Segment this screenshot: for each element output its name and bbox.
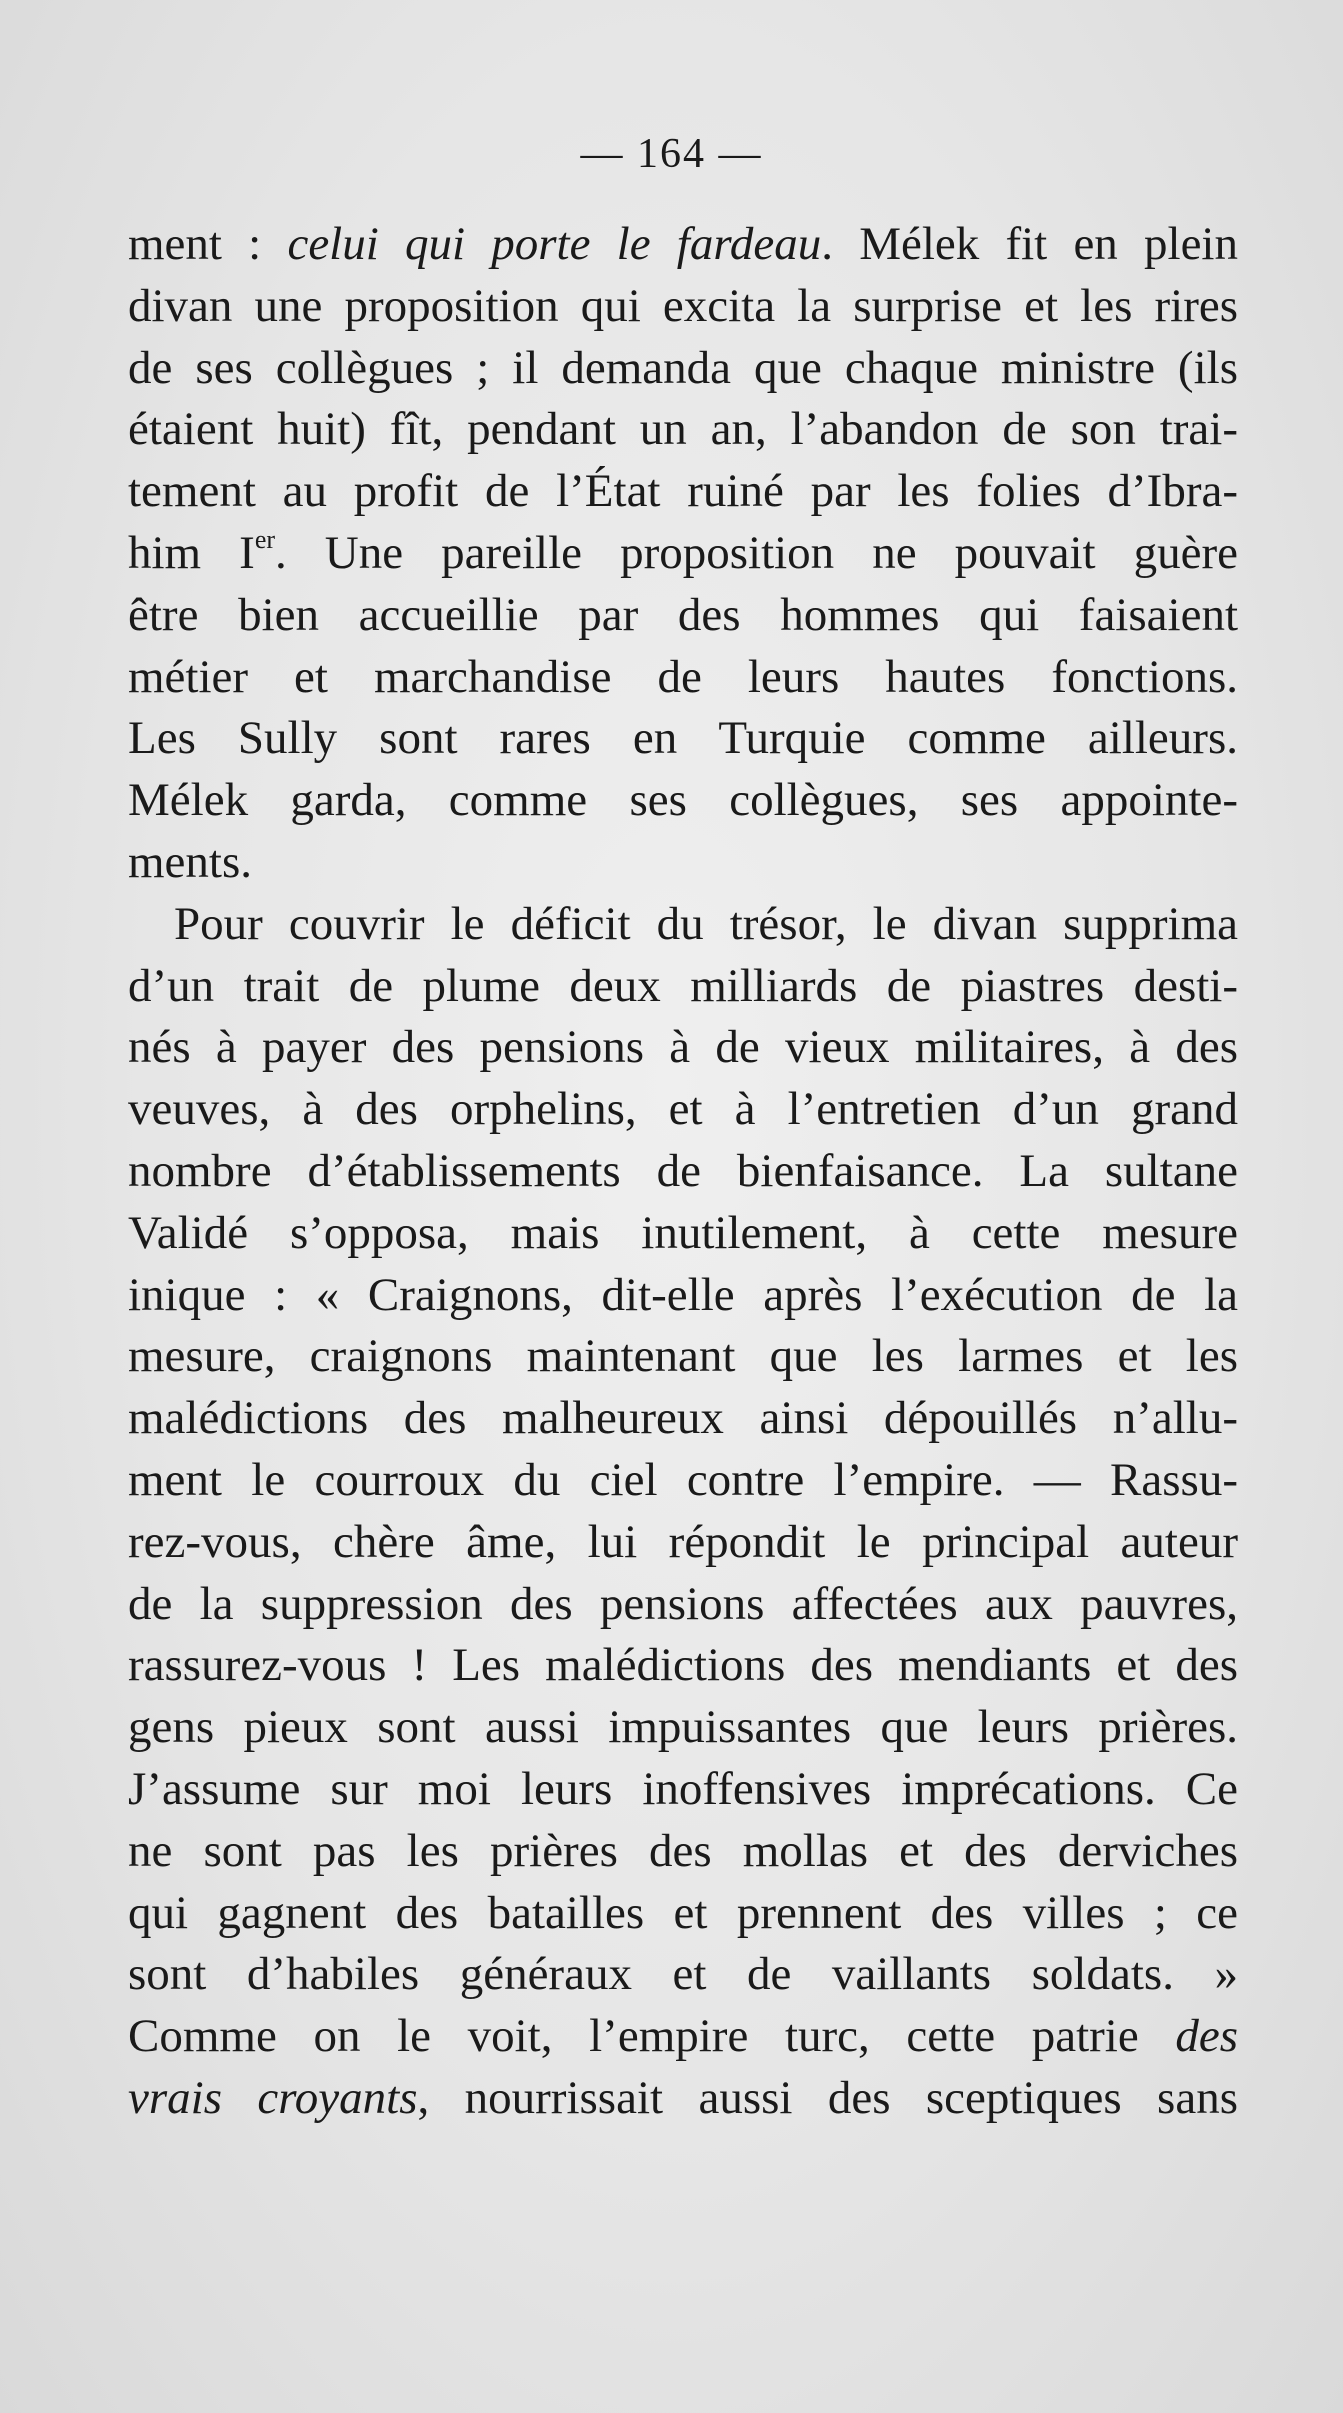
text-segment: Mélek garda, comme ses collègues, ses appointe- bbox=[128, 774, 1238, 827]
italic-text: des bbox=[1175, 2010, 1238, 2063]
italic-text: vrais croyants bbox=[128, 2071, 418, 2124]
text-segment: rassurez-vous ! Les malédictions des mendiants et des bbox=[128, 1639, 1238, 1692]
text-line bbox=[128, 1635, 1238, 1697]
superscript-text: er bbox=[254, 524, 276, 554]
text-line bbox=[128, 770, 1238, 832]
text-line bbox=[128, 338, 1238, 400]
text-line bbox=[128, 523, 1238, 585]
text-line bbox=[128, 1574, 1238, 1636]
text-segment: . Mélek fit en plein bbox=[821, 218, 1238, 270]
text-line bbox=[128, 276, 1238, 338]
text-segment: Comme on le voit, l’empire turc, cette patrie bbox=[128, 2010, 1176, 2063]
text-line bbox=[128, 585, 1238, 647]
text-segment: ne sont pas les prières des mollas et des derviches bbox=[128, 1824, 1238, 1877]
italic-text: celui qui porte le fardeau bbox=[287, 218, 822, 270]
text-segment: inique : « Craignons, dit-elle après l’exécution de la bbox=[128, 1268, 1238, 1321]
text-segment: mesure, craignons maintenant que les larmes et les bbox=[128, 1330, 1238, 1383]
text-segment: nombre d’établissements de bienfaisance. La sultane bbox=[128, 1144, 1238, 1197]
text-line bbox=[128, 1265, 1238, 1327]
text-segment: être bien accueillie par des hommes qui faisaient bbox=[128, 588, 1238, 641]
text-line bbox=[128, 1512, 1238, 1574]
text-segment: Pour couvrir le déficit du trésor, le divan supprima bbox=[174, 897, 1238, 950]
text-line bbox=[128, 1697, 1238, 1759]
text-segment: métier et marchandise de leurs hautes fonctions. bbox=[128, 650, 1238, 703]
body-text bbox=[128, 214, 1238, 2130]
text-segment: divan une proposition qui excita la surprise et les rires bbox=[128, 279, 1238, 332]
text-segment: gens pieux sont aussi impuissantes que leurs prières. bbox=[128, 1701, 1238, 1754]
text-segment: d’un trait de plume deux milliards de piastres desti- bbox=[128, 959, 1238, 1012]
text-segment: . Une pareille proposition ne pouvait guère bbox=[275, 526, 1238, 579]
text-line bbox=[128, 956, 1238, 1018]
text-line bbox=[128, 1450, 1238, 1512]
text-segment: tement au profit de l’État ruiné par les folies d’Ibra- bbox=[128, 465, 1238, 518]
text-line bbox=[128, 1017, 1238, 1079]
text-segment: de ses collègues ; il demanda que chaque ministre (ils bbox=[128, 341, 1238, 394]
text-line bbox=[128, 1326, 1238, 1388]
text-line bbox=[128, 1203, 1238, 1265]
text-line bbox=[128, 214, 1238, 276]
text-segment: de la suppression des pensions affectées aux pauvres, bbox=[128, 1577, 1238, 1630]
text-segment: veuves, à des orphelins, et à l’entretien d’un grand bbox=[128, 1083, 1238, 1136]
text-segment: him I bbox=[128, 526, 255, 579]
text-segment: , nourrissait aussi des sceptiques sans bbox=[417, 2071, 1238, 2124]
text-line bbox=[128, 399, 1238, 461]
text-line bbox=[128, 1944, 1238, 2006]
text-segment: ments. bbox=[128, 835, 253, 888]
text-segment: malédictions des malheureux ainsi dépouillés n’allu- bbox=[128, 1392, 1238, 1445]
text-segment: Validé s’opposa, mais inutilement, à cette mesure bbox=[128, 1206, 1238, 1259]
text-line bbox=[128, 1821, 1238, 1883]
text-line bbox=[128, 708, 1238, 770]
text-segment: rez-vous, chère âme, lui répondit le principal auteur bbox=[128, 1515, 1238, 1568]
text-line bbox=[128, 2068, 1238, 2130]
text-line bbox=[128, 894, 1238, 956]
text-segment: ment : bbox=[128, 218, 288, 270]
text-line bbox=[128, 1759, 1238, 1821]
text-segment: ment le courroux du ciel contre l’empire. — Rassu- bbox=[128, 1453, 1238, 1506]
text-segment: Les Sully sont rares en Turquie comme ailleurs. bbox=[128, 712, 1238, 765]
text-line bbox=[128, 461, 1238, 523]
text-segment: étaient huit) fît, pendant un an, l’abandon de son trai- bbox=[128, 403, 1238, 456]
text-line bbox=[128, 1141, 1238, 1203]
text-line bbox=[128, 1883, 1238, 1945]
text-segment: sont d’habiles généraux et de vaillants soldats. » bbox=[128, 1948, 1238, 2001]
text-segment: J’assume sur moi leurs inoffensives imprécations. Ce bbox=[128, 1762, 1238, 1815]
text-line bbox=[128, 647, 1238, 709]
page-number: — 164 — bbox=[580, 131, 763, 177]
text-line bbox=[128, 832, 1238, 894]
text-segment: nés à payer des pensions à de vieux militaires, à des bbox=[128, 1021, 1238, 1074]
text-segment: qui gagnent des batailles et prennent des villes ; ce bbox=[128, 1886, 1238, 1939]
text-line bbox=[128, 2006, 1238, 2068]
text-line bbox=[128, 1388, 1238, 1450]
text-line bbox=[128, 1079, 1238, 1141]
